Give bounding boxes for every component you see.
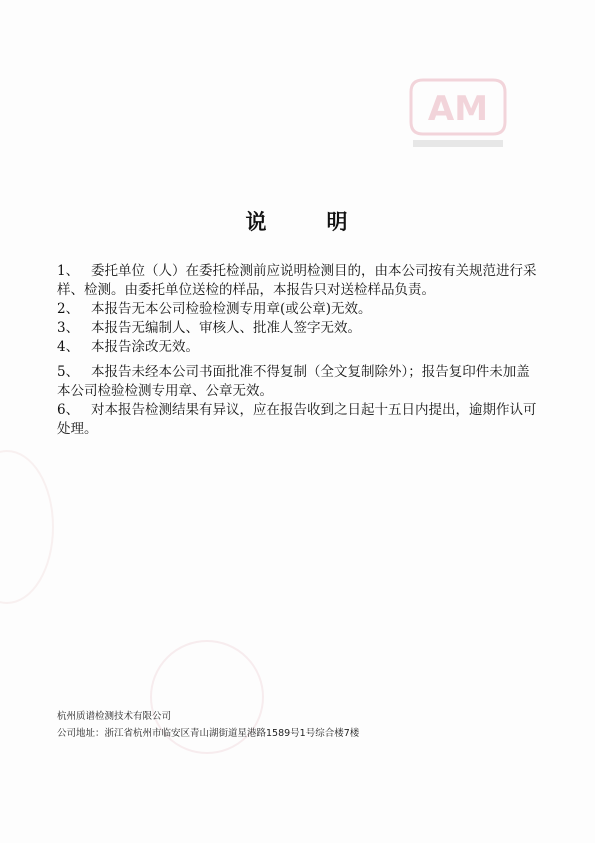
note-item: [57, 262, 537, 300]
company-footer: [57, 708, 359, 742]
note-number: 3、: [57, 320, 80, 336]
note-item: [57, 338, 537, 357]
cma-stamp-logo: [403, 72, 513, 157]
note-number: 4、: [57, 339, 80, 355]
note-text: 委托单位（人）在委托检测前应说明检测目的，由本公司按有关规范进行采样、检测。由委托单位送检的样品，本报告只对送检样品负责。: [57, 263, 537, 298]
note-item: [57, 319, 537, 338]
notes-list: [57, 262, 537, 439]
note-item: [57, 401, 537, 439]
company-address: 公司地址：浙江省杭州市临安区青山湖街道星港路1589号1号综合楼7楼: [57, 728, 360, 739]
note-text: 本报告无编制人、审核人、批准人签字无效。: [91, 320, 361, 336]
note-item: [57, 300, 537, 319]
faint-seal-left: [0, 450, 54, 604]
note-text: 对本报告检测结果有异议，应在报告收到之日起十五日内提出，逾期作认可处理。: [57, 402, 537, 437]
note-number: 6、: [57, 402, 80, 418]
company-name: 杭州质谱检测技术有限公司: [57, 711, 172, 722]
svg-text:AM: AM: [427, 89, 489, 129]
title-char-left: 说: [245, 209, 269, 234]
note-number: 2、: [57, 301, 80, 317]
note-number: 1、: [57, 263, 80, 279]
page-title: [0, 206, 595, 236]
note-text: 本报告涂改无效。: [91, 339, 199, 355]
note-number: 5、: [57, 364, 80, 380]
note-text: 本报告无本公司检验检测专用章(或公章)无效。: [91, 301, 372, 317]
title-char-right: 明: [326, 209, 350, 234]
note-item: [57, 363, 537, 401]
note-text: 本报告未经本公司书面批准不得复制（全文复制除外）；报告复印件未加盖本公司检验检测专用章、公章无效。: [57, 364, 530, 399]
